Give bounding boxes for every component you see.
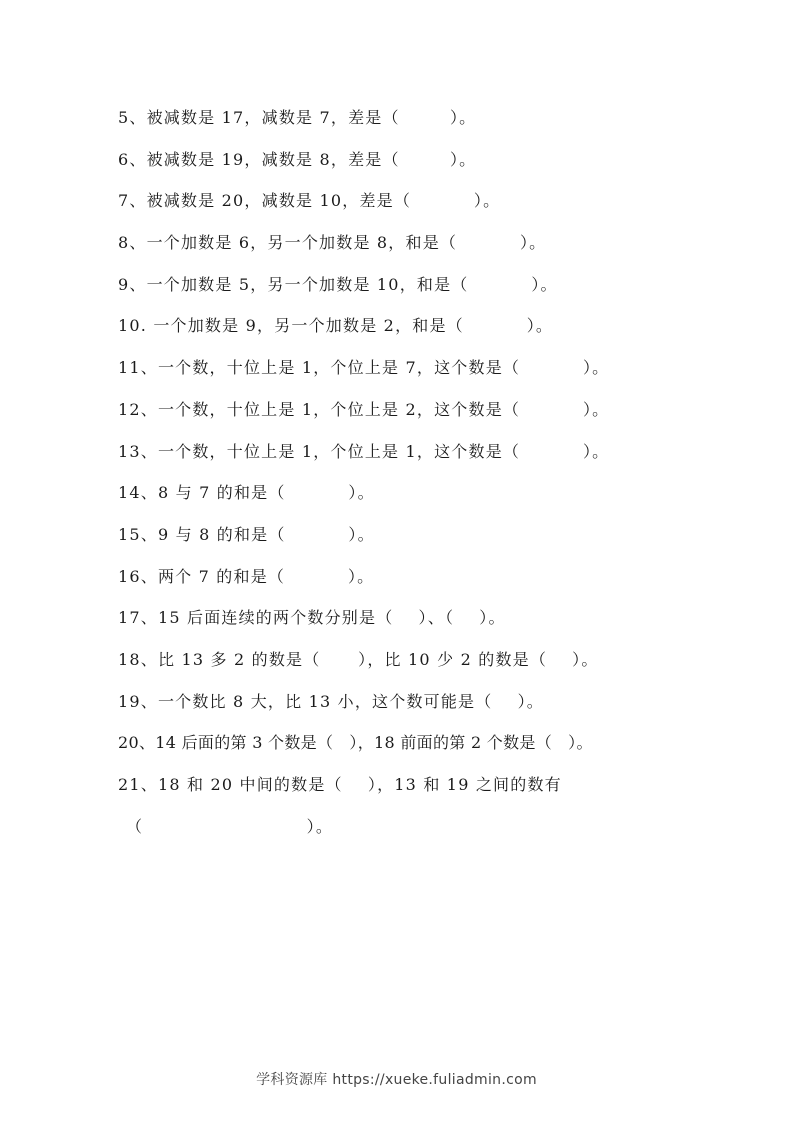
question-11: 11、一个数，十位上是 1，个位上是 7，这个数是（ ）。 (118, 358, 610, 378)
question-7: 7、被减数是 20，减数是 10，差是（ ）。 (118, 191, 501, 211)
question-20: 20、14 后面的第 3 个数是（ ），18 前面的第 2 个数是（ ）。 (118, 733, 593, 753)
question-10: 10. 一个加数是 9，另一个加数是 2，和是（ ）。 (118, 316, 554, 336)
question-5: 5、被减数是 17，减数是 7，差是（ ）。 (118, 108, 477, 127)
question-9: 9、一个加数是 5，另一个加数是 10，和是（ ）。 (118, 274, 558, 294)
question-8: 8、一个加数是 6，另一个加数是 8，和是（ ）。 (118, 233, 547, 253)
question-19: 19、一个数比 8 大，比 13 小，这个数可能是（ ）。 (118, 691, 544, 711)
question-21: 21、18 和 20 中间的数是（ ），13 和 19 之间的数有 (118, 775, 562, 794)
question-18: 18、比 13 多 2 的数是（ ），比 10 少 2 的数是（ ）。 (118, 649, 599, 669)
question-17: 17、15 后面连续的两个数分别是（ ）、（ ）。 (118, 608, 506, 628)
question-15: 15、9 与 8 的和是（ ）。 (118, 524, 375, 544)
question-13: 13、一个数，十位上是 1，个位上是 1，这个数是（ ）。 (118, 441, 610, 461)
question-21-continuation: （ ）。 (126, 816, 334, 836)
question-12: 12、一个数，十位上是 1，个位上是 2，这个数是（ ）。 (118, 399, 610, 419)
question-list (118, 104, 758, 854)
question-6: 6、被减数是 19，减数是 8，差是（ ）。 (118, 149, 477, 169)
question-16: 16、两个 7 的和是（ ）。 (118, 566, 375, 586)
footer-watermark: 学科资源库 https://xueke.fuliadmin.com (256, 1072, 537, 1088)
question-14: 14、8 与 7 的和是（ ）。 (118, 483, 375, 503)
